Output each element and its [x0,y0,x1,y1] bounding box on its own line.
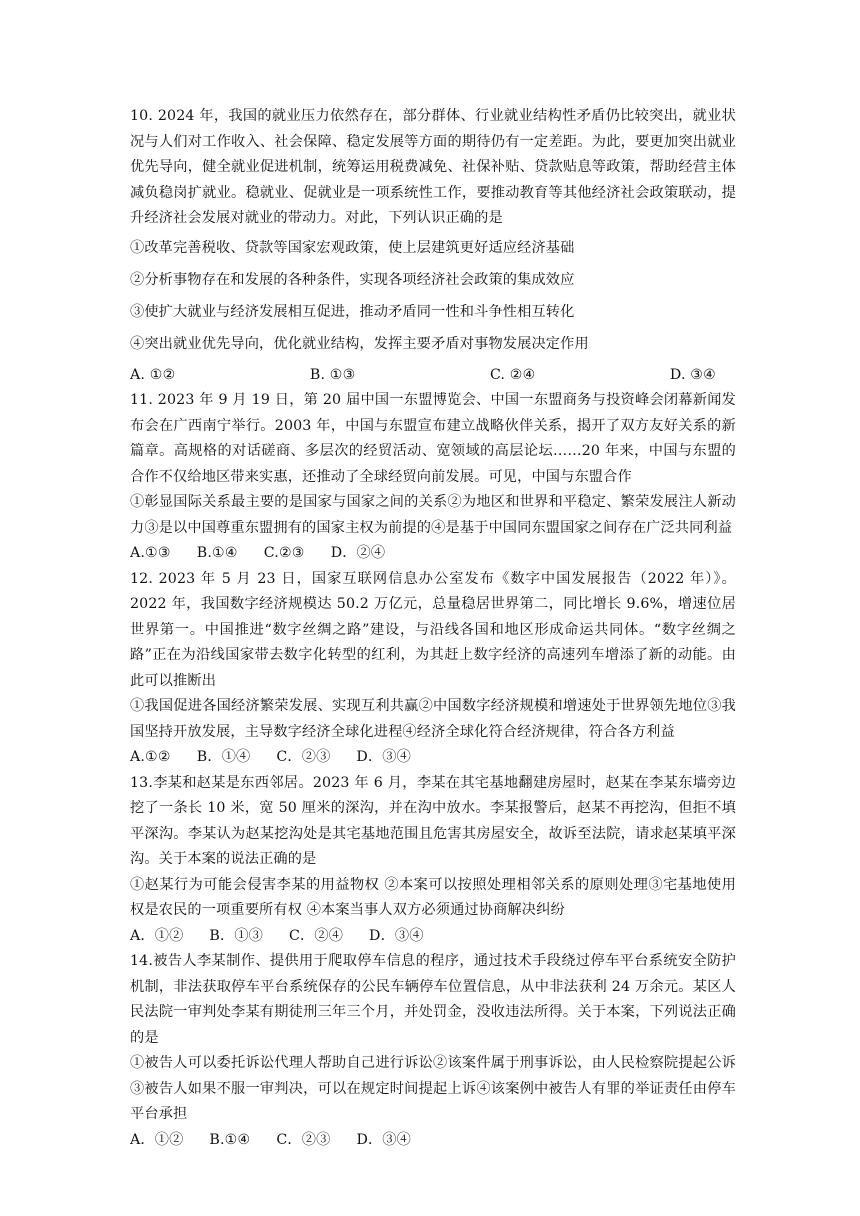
question-stem: 11. 2023 年 9 月 19 日，第 20 届中国一东盟博览会、中国一东盟商务与投资峰会闭幕新闻发布会在广西南宁举行。2003 年，中国与东盟宣布建立战略伙伴关系，揭开了双方友好关系的新篇章。高规格的对话磋商、多层次的经贸活动、宽领域的高层论坛……20 年来，中国与东盟的合作不仅给地区带来实惠，还推动了全球经贸向前发展。可见，中国与东盟合作 [130,392,736,485]
choice-c[interactable]: C.②③ [263,545,305,561]
choice-d[interactable]: D．③④ [356,749,411,765]
choice-a[interactable]: A.①③ [130,545,171,561]
statement-4: ④突出就业优先导向，优化就业结构，发挥主要矛盾对事物发展决定作用 [130,335,589,352]
question-11 [130,388,736,567]
choice-b[interactable]: B．①④ [196,749,251,765]
choice-a[interactable]: A．①② [130,927,184,944]
choice-d[interactable]: D. ③④ [669,366,716,383]
choice-d[interactable]: D．③④ [369,927,424,944]
choice-a[interactable]: A.①② [130,749,171,765]
statements: ①彰显国际关系最主要的是国家与国家之间的关系②为地区和世界和平稳定、繁荣发展注人新动力③是以中国尊重东盟拥有的国家主权为前提的④是基于中国同东盟国家之间存在广泛共同利益 [130,494,736,536]
choice-b[interactable]: B.①④ [196,545,238,561]
choice-c[interactable]: C．②③ [276,1131,331,1148]
choice-d[interactable]: D．③④ [356,1131,411,1148]
choice-c[interactable]: C．②④ [289,927,344,944]
choice-c[interactable]: C．②③ [276,749,331,765]
choice-a[interactable]: A．①② [130,1131,184,1148]
answer-choices [130,745,736,771]
choice-b[interactable]: B．①③ [209,927,264,944]
answer-choices [130,363,736,389]
statement-2: ②分析事物存在和发展的各种条件，实现各项经济社会政策的集成效应 [130,271,575,288]
question-stem: 14.被告人李某制作、提供用于爬取停车信息的程序，通过技术手段绕过停车平台系统安全防护机制，非法获取停车平台系统保存的公民车辆停车位置信息，从中非法获利 24 万余元。某区人民法院一审判处李某有期徒刑三年三个月，并处罚金，没收违法所得。关于本案，下列说法正确的是 [130,953,736,1046]
statements: ①赵某行为可能会侵害李某的用益物权 ②本案可以按照处理相邻关系的原则处理③宅基地使用权是农民的一项重要所有权 ④本案当事人双方必须通过协商解决纠纷 [130,876,736,918]
question-stem: 13.李某和赵某是东西邻居。2023 年 6 月，李某在其宅基地翻建房屋时，赵某在李某东墙旁边挖了一条长 10 米，宽 50 厘米的深沟，并在沟中放水。李某报警后，赵某不再挖沟，但拒不填平深沟。李某认为赵某挖沟处是其宅基地范围且危害其房屋安全，故诉至法院，请求赵某填平深沟。关于本案的说法正确的是 [130,774,736,867]
question-stem: 10. 2024 年，我国的就业压力依然存在，部分群体、行业就业结构性矛盾仍比较突出，就业状况与人们对工作收入、社会保障、稳定发展等方面的期待仍有一定差距。为此，要更加突出就业优先导向，健全就业促进机制，统筹运用税费减免、社保补贴、贷款贴息等政策，帮助经营主体减负稳岗扩就业。稳就业、促就业是一项系统性工作，要推动教育等其他经济社会政策联动，提升经济社会发展对就业的带动力。对此，下列认识正确的是 [130,108,736,226]
question-12 [130,567,736,771]
question-14 [130,949,736,1153]
statements: ①我国促进各国经济繁荣发展、实现互利共赢②中国数字经济规模和增速处于世界领先地位③我国坚持开放发展，主导数字经济全球化进程④经济全球化符合经济规律，符合各方利益 [130,698,736,740]
statement-3: ③使扩大就业与经济发展相互促进，推动矛盾同一性和斗争性相互转化 [130,303,575,320]
question-13 [130,771,736,950]
statements: ①被告人可以委托诉讼代理人帮助自己进行诉讼②该案件属于刑事诉讼，由人民检察院提起公诉③被告人如果不服一审判决，可以在规定时间提起上诉④该案例中被告人有罪的举证责任由停车平台承担 [130,1055,736,1122]
choice-b[interactable]: B. ①③ [309,366,356,383]
exam-page [130,104,736,1153]
answer-choices [130,924,736,950]
choice-b[interactable]: B.①④ [209,1131,251,1148]
question-10 [130,104,736,388]
statement-1: ①改革完善税收、贷款等国家宏观政策，使上层建筑更好适应经济基础 [130,239,575,256]
choice-d[interactable]: D．②④ [330,545,386,561]
question-stem: 12. 2023 年 5 月 23 日，国家互联网信息办公室发布《数字中国发展报告（2022 年）》。2022 年，我国数字经济规模达 50.2 万亿元，总量稳居世界第二，同比增长 9.6%，增速位居世界第一。中国推进“数字丝绸之路”建设，与沿线各国和地区形成命运共同体。“数字丝绸之路”正在为沿线国家带去数字化转型的红利，为其赶上数字经济的高速列车增添了新的动能。由此可以推断出 [130,570,736,689]
answer-choices [130,1128,736,1154]
choice-a[interactable]: A. ①② [130,366,176,383]
answer-choices [130,541,736,567]
choice-c[interactable]: C. ②④ [489,366,536,383]
